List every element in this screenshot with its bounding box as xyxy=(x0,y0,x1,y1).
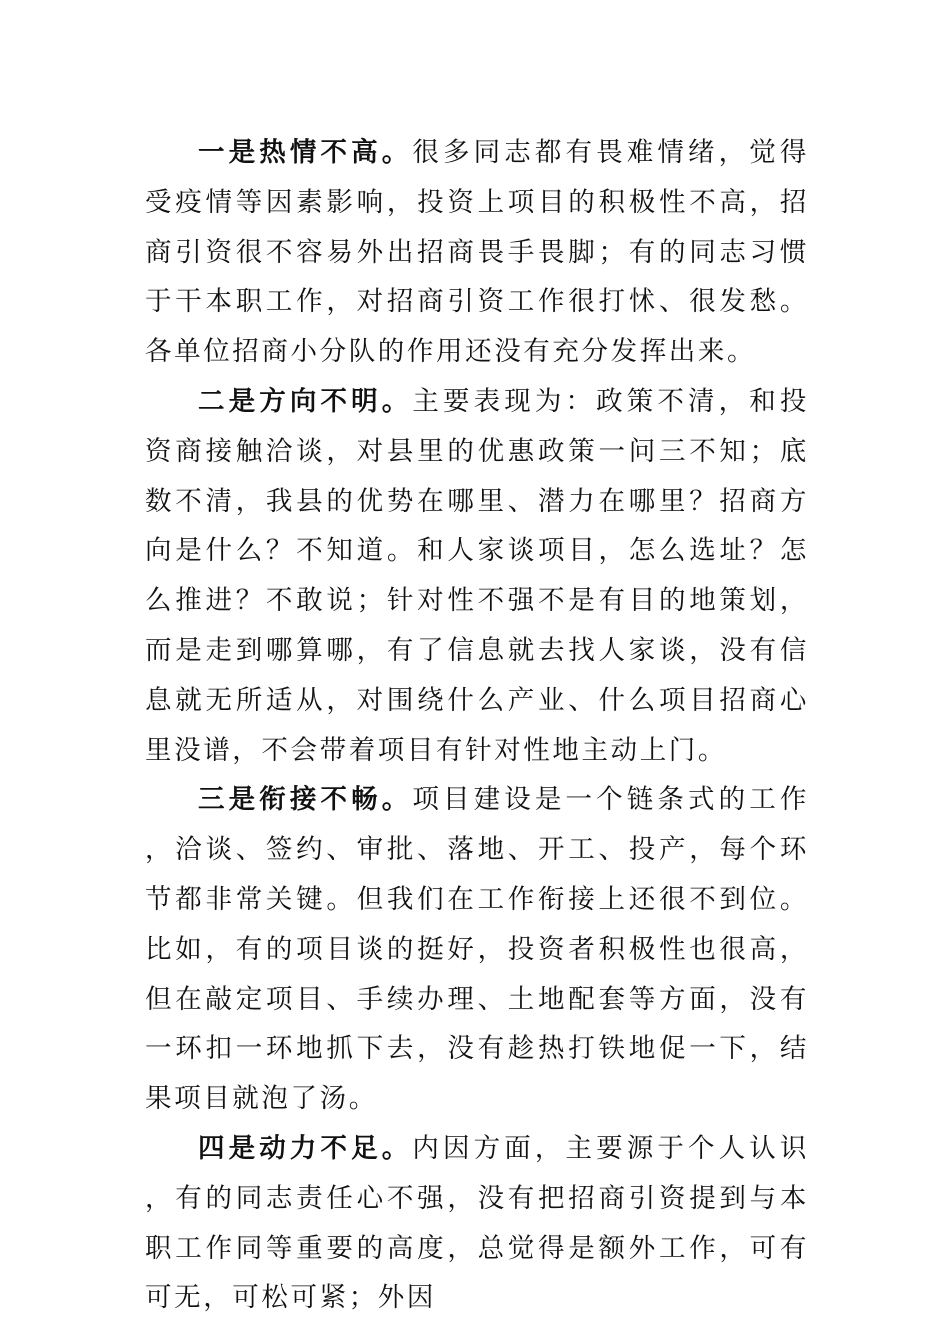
paragraph-1 xyxy=(145,128,809,377)
paragraph-2 xyxy=(145,377,809,775)
paragraph-1-heading: 一是热情不高。 xyxy=(198,137,413,168)
paragraph-4-body: 内因方面，主要源于个人认识，有的同志责任心不强，没有把招商引资提到与本职工作同等重要的高度，总觉得是额外工作，可有可无，可松可紧；外因 xyxy=(145,1132,809,1314)
paragraph-4-heading: 四是动力不足。 xyxy=(198,1132,413,1164)
paragraph-2-body: 主要表现为：政策不清，和投资商接触洽谈，对县里的优惠政策一问三不知；底数不清，我县的优势在哪里、潜力在哪里？招商方向是什么？不知道。和人家谈项目，怎么选址？怎么推进？不敢说；针对性不强不是有目的地策划，而是走到哪算哪，有了信息就去找人家谈，没有信息就无所适从，对围绕什么产业、什么项目招商心里没谱，不会带着项目有针对性地主动上门。 xyxy=(145,385,809,766)
paragraph-4 xyxy=(145,1124,809,1323)
paragraph-3-body: 项目建设是一个链条式的工作，洽谈、签约、审批、落地、开工、投产，每个环节都非常关键。但我们在工作衔接上还很不到位。比如，有的项目谈的挺好，投资者积极性也很高，但在敲定项目、手续办理、土地配套等方面，没有一环扣一环地抓下去，没有趁热打铁地促一下，结果项目就泡了汤。 xyxy=(145,784,809,1115)
paragraph-2-heading: 二是方向不明。 xyxy=(198,385,413,417)
document-page xyxy=(145,128,809,1323)
paragraph-3 xyxy=(145,775,809,1124)
paragraph-1-body: 很多同志都有畏难情绪，觉得受疫情等因素影响，投资上项目的积极性不高，招商引资很不容易外出招商畏手畏脚；有的同志习惯于干本职工作，对招商引资工作很打怵、很发愁。各单位招商小分队的作用还没有充分发挥出来。 xyxy=(145,137,809,368)
paragraph-3-heading: 三是衔接不畅。 xyxy=(198,784,413,816)
